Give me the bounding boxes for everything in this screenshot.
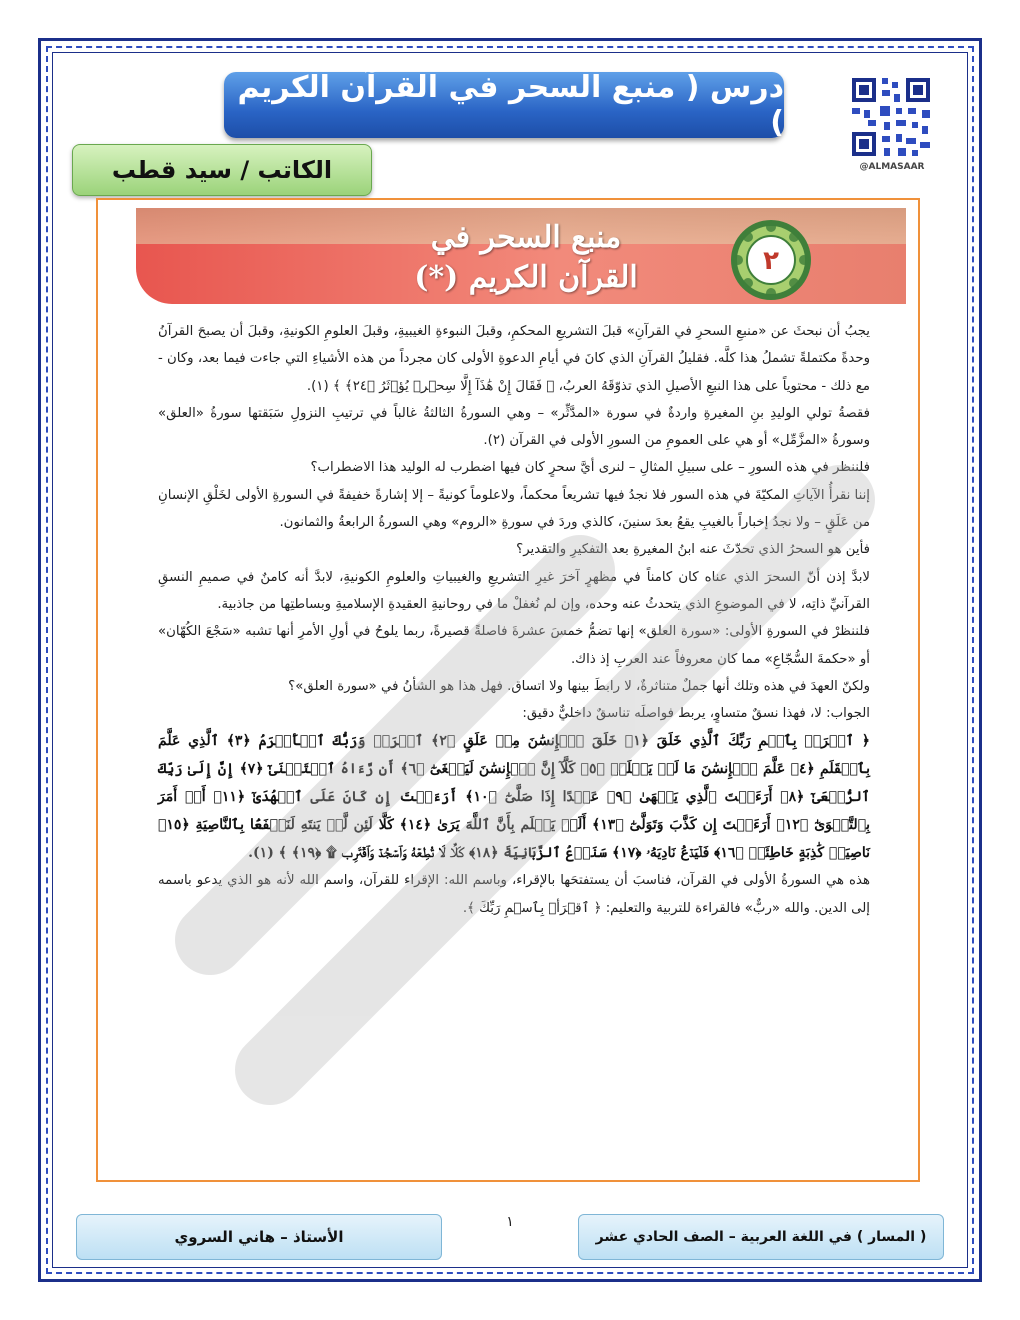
lesson-header-title-line2: القرآن الكريم (*) bbox=[414, 260, 638, 295]
paragraph-2: فقصةُ تولي الوليدِ بنِ المغيرةِ واردةٌ في سورة «المدَّثِّر» – وهي السورةُ الثالثةُ غالباً في ترتيبِ النزولِ سَبَقتها سورةُ «العلق» وسورةُ «المزَّمِّل» أو هي على العمومِ من السورِ الأولى في القرآن (٢). bbox=[158, 405, 870, 449]
lesson-header-title bbox=[356, 218, 696, 298]
qr-code-icon[interactable] bbox=[848, 74, 934, 160]
paragraph-1: يجبُ أن نبحثَ عن «منبعِ السحرِ في القرآنِ» قبلَ التشريعِ المحكمِ، وقبلَ النبوءةِ الغيبيةِ، وقبلَ العلومِ الكونيةِ، وقبلَ أن يصبحَ القرآنُ وحدةً مكتملةً تشملُ هذا كلَّه. فقليلُ القرآنِ الذي كانَ في أيامِ الدعوةِ الأولى كان مجرداً من هذه الأشياءِ التي جاءت فيما بعد، وكان - مع ذلك - محتوياً على هذا النبعِ الأصيلِ الذي تذوّقَهُ العربُ، ﴿ فَقَالَ إِنْ هَٰذَآ إِلَّا سِحۡرٞ يُؤۡثَرُ ﴿٢٤﴾ ﴾ (١). bbox=[158, 324, 870, 394]
footer-course bbox=[578, 1214, 944, 1260]
lesson-text-body bbox=[158, 318, 870, 922]
footer-teacher bbox=[76, 1214, 442, 1260]
paragraph-3: فلننظر في هذه السورِ – على سبيلِ المثالِ – لنرى أيَّ سحرٍ كان فيها اضطرب له الوليد هذا الاضطراب؟ bbox=[310, 460, 870, 476]
lesson-title: درس ( منبع السحر في القرآن الكريم ) bbox=[237, 70, 784, 140]
closing-paragraph: هذه هي السورةُ الأولى في القرآن، فناسبَ أن يستفتحَها بالإقراء، وباسم الله: الإقراء للقرآن، واسم الله لأنه هو الذي يدعو باسمه إلى الدين. والله «ربٌّ» فالقراءة للتربية والتعليم: ﴿ ٱقۡرَأۡ بِٱسۡمِ رَبِّكَ ﴾. bbox=[158, 873, 870, 916]
paragraph-7: فلننظرْ في السورةِ الأولى: «سورة العلق» إنها تضمُّ خمسَ عشرةَ فاصلةً قصيرةً، ربما يلوحُ في أولِ الأمرِ أنها تشبه «سَجْعَ الكُهّان» أو «حكمةَ السُّجّاعِ» مما كان معروفاً عند العربِ إذ ذاك. bbox=[158, 624, 870, 667]
paragraph-4: إننا نقرأُ الآياتِ المكيّةَ في هذه السور فلا نجدُ فيها تشريعاً محكماً، ولاعلوماً كونيةً – إلا إشارةً خفيفةً في السورةِ الأولى لخَلْقِ الإنسانِ من عَلَقٍ – ولا نجدُ إخباراً بالغيبِ يقعُ بعدَ سنينَ، كالذي وردَ في سورةِ «الروم» وهي السورةُ الرابعةُ والثمانون. bbox=[158, 487, 870, 531]
paragraph-6: لابدَّ إذن أنّ السحرَ الذي عناه كان كامناً في مظهرٍ آخرَ غيرِ التشريعِ والغيبياتِ والعلومِ الكونيةِ، لابدَّ أنه كامنٌ في صميمِ النسقِ القرآنيِّ ذاتِه، لا في الموضوعِ الذي يتحدثُ عنه وحده، وإن لم نُغفلْ ما في روحانيةِ العقيدةِ الإسلاميةِ وبساطتِها من جاذبية. bbox=[158, 569, 870, 612]
course-name: ( المسار ) في اللغة العربية – الصف الحادي عشر bbox=[595, 1229, 927, 1245]
author-banner bbox=[72, 144, 372, 196]
paragraph-8: ولكنّ العهدَ في هذه وتلك أنها جملٌ متناثرةٌ، لا رابطَ بينها ولا اتساق. فهل هذا هو الشأنُ في «سورة العلق»؟ bbox=[288, 678, 870, 694]
lesson-header-title-line1: منبع السحر في bbox=[430, 220, 622, 255]
quran-verses: ﴿ ٱقۡرَأۡ بِٱسۡمِ رَبِّكَ ٱلَّذِي خَلَقَ ﴿١﴾ خَلَقَ ٱلۡإِنسَٰنَ مِنۡ عَلَقٍ ﴿٢﴾ ٱقۡرَأۡ وَرَبُّكَ ٱلۡأَكۡرَمُ ﴿٣﴾ ٱلَّذِي عَلَّمَ بِٱلۡقَلَمِ ﴿٤﴾ عَلَّمَ ٱلۡإِنسَٰنَ مَا لَمۡ يَعۡلَمۡ ﴿٥﴾ كَلَّآ إِنَّ ٱلۡإِنسَٰنَ لَيَطۡغَىٰٓ ﴿٦﴾ أَن رَّءَاهُ ٱسۡتَغۡنَىٰٓ ﴿٧﴾ إِنَّ إِلَىٰ رَبِّكَ ٱلرُّجۡعَىٰٓ ﴿٨﴾ أَرَءَيۡتَ ٱلَّذِي يَنۡهَىٰ ﴿٩﴾ عَبۡدًا إِذَا صَلَّىٰٓ ﴿١٠﴾ أَرَءَيۡتَ إِن كَانَ عَلَى ٱلۡهُدَىٰٓ ﴿١١﴾ أَوۡ أَمَرَ بِٱلتَّقۡوَىٰٓ ﴿١٢﴾ أَرَءَيۡتَ إِن كَذَّبَ وَتَوَلَّىٰٓ ﴿١٣﴾ أَلَمۡ يَعۡلَم بِأَنَّ ٱللَّهَ يَرَىٰ ﴿١٤﴾ كَلَّا لَئِن لَّمۡ يَنتَهِ لَنَسۡفَعَۢا بِٱلنَّاصِيَةِ ﴿١٥﴾ نَاصِيَةٖ كَٰذِبَةٍ خَاطِئَةٖ ﴿١٦﴾ فَلۡيَدۡعُ نَادِيَهُۥ ﴿١٧﴾ سَنَدۡعُ ٱلزَّبَانِيَةَ ﴿١٨﴾ كَلَّا لَا تُطِعۡهُ وَٱسۡجُدۡ وَٱقۡتَرِب ۩ ﴿١٩﴾ ﴾ (١). bbox=[158, 733, 870, 862]
lesson-title-banner bbox=[224, 72, 784, 138]
lesson-header bbox=[136, 208, 906, 304]
qr-caption: @ALMASAAR bbox=[859, 162, 925, 172]
author-name: الكاتب / سيد قطب bbox=[111, 156, 333, 184]
lesson-number: ٢ bbox=[763, 246, 779, 276]
paragraph-9: الجواب: لا، فهذا نسقٌ متساوٍ، يربط فواصلَه تناسقٌ داخليٌّ دقيق: bbox=[522, 706, 870, 722]
lesson-number-medal-icon bbox=[716, 218, 826, 302]
teacher-name: الأستاذ – هاني السروي bbox=[174, 1228, 344, 1246]
page-number: ١ bbox=[506, 1214, 514, 1230]
paragraph-5: فأين هو السحرُ الذي تحدّثَ عنه ابنُ المغيرةِ بعد التفكيرِ والتقدير؟ bbox=[516, 542, 870, 558]
